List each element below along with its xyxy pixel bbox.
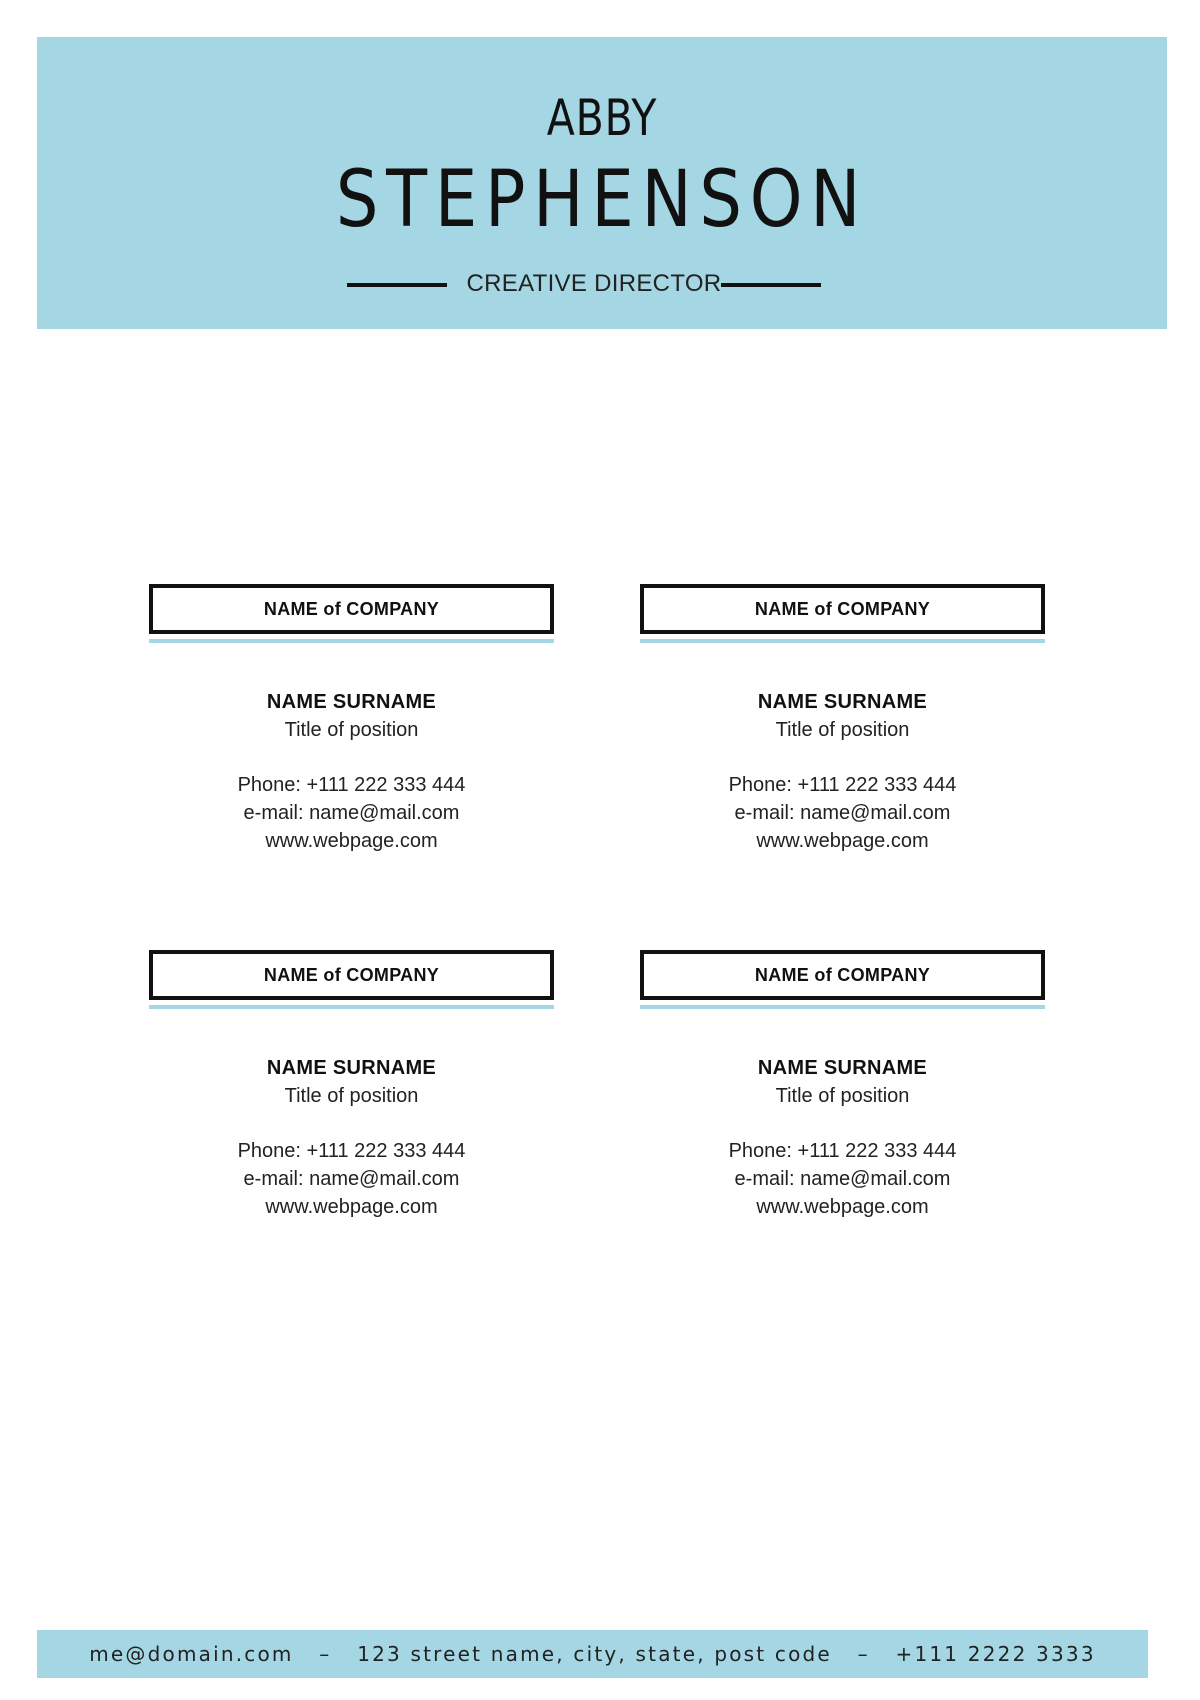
reference-position: Title of position	[775, 719, 910, 741]
reference-position: Title of position	[284, 719, 419, 741]
reference-phone: Phone: +111 222 333 444	[728, 774, 957, 796]
footer-separator	[832, 1642, 858, 1666]
reference-name: NAME SURNAME	[266, 691, 437, 713]
footer-separator-dash: –	[319, 1642, 332, 1666]
reference-name: NAME SURNAME	[266, 1057, 437, 1079]
company-name: NAME of COMPANY	[149, 950, 554, 1000]
company-name: NAME of COMPANY	[149, 584, 554, 634]
reference-phone: Phone: +111 222 333 444	[728, 1140, 957, 1162]
company-underline	[640, 639, 1045, 643]
footer-email: me@domain.com	[89, 1642, 294, 1666]
footer-separator-dash: –	[857, 1642, 870, 1666]
reference-card	[640, 950, 1045, 1220]
company-underline	[640, 1005, 1045, 1009]
reference-website: www.webpage.com	[756, 1196, 929, 1218]
reference-position: Title of position	[284, 1085, 419, 1107]
header-banner	[37, 37, 1167, 329]
reference-position: Title of position	[775, 1085, 910, 1107]
footer-separator	[294, 1642, 320, 1666]
first-name: ABBY	[546, 89, 658, 147]
company-name: NAME of COMPANY	[640, 584, 1045, 634]
company-underline	[149, 1005, 554, 1009]
last-name: STEPHENSON	[335, 155, 869, 245]
reference-name: NAME SURNAME	[757, 1057, 928, 1079]
reference-phone: Phone: +111 222 333 444	[237, 774, 466, 796]
title-rule-right	[721, 283, 821, 287]
company-underline	[149, 639, 554, 643]
reference-email: e-mail: name@mail.com	[734, 1168, 951, 1190]
reference-email: e-mail: name@mail.com	[243, 1168, 460, 1190]
job-title: CREATIVE DIRECTOR	[466, 270, 722, 297]
footer-address: 123 street name, city, state, post code	[357, 1642, 832, 1666]
reference-phone: Phone: +111 222 333 444	[237, 1140, 466, 1162]
reference-email: e-mail: name@mail.com	[243, 802, 460, 824]
footer-phone: +111 2222 3333	[895, 1642, 1096, 1666]
footer-separator	[870, 1642, 896, 1666]
footer-contact-bar	[37, 1630, 1148, 1678]
footer-separator	[332, 1642, 358, 1666]
reference-card	[149, 584, 554, 854]
reference-website: www.webpage.com	[265, 1196, 438, 1218]
job-title-row	[37, 265, 1167, 305]
reference-card	[149, 950, 554, 1220]
reference-website: www.webpage.com	[756, 830, 929, 852]
reference-card	[640, 584, 1045, 854]
reference-email: e-mail: name@mail.com	[734, 802, 951, 824]
reference-name: NAME SURNAME	[757, 691, 928, 713]
company-name: NAME of COMPANY	[640, 950, 1045, 1000]
reference-website: www.webpage.com	[265, 830, 438, 852]
